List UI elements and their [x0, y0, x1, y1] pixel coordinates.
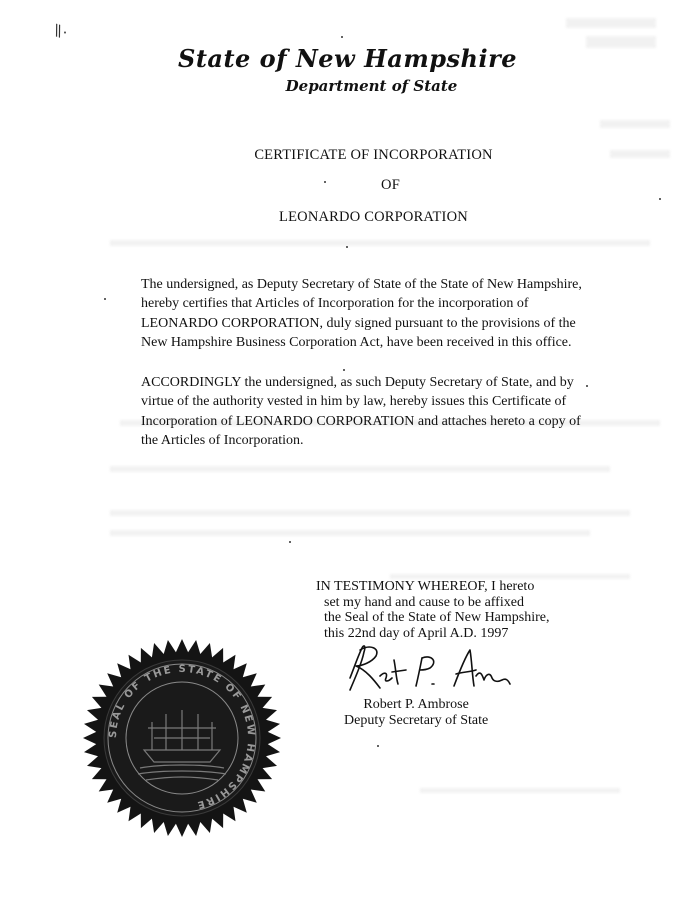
scan-ghost — [110, 510, 630, 516]
testimony-line: the Seal of the State of New Hampshire, — [324, 610, 550, 626]
scan-speck — [341, 36, 343, 38]
paragraph-line: the Articles of Incorporation. — [141, 432, 304, 448]
scan-speck — [659, 198, 661, 200]
scan-ghost — [420, 788, 620, 793]
signer-name: Robert P. Ambrose — [363, 697, 469, 712]
certificate-title: CERTIFICATE OF INCORPORATION — [254, 147, 493, 163]
paragraph-line: The undersigned, as Deputy Secretary of State of the State of New Hampshire, — [141, 277, 582, 292]
issuance-paragraph — [141, 373, 581, 450]
state-seal — [82, 638, 282, 838]
state-heading: State of New Hampshire — [178, 44, 517, 73]
certification-paragraph — [141, 275, 581, 352]
margin-scribble: \\ · — [51, 20, 69, 42]
department-heading: Department of State — [285, 77, 458, 95]
signer-block — [344, 697, 488, 728]
scan-speck — [104, 298, 106, 300]
scan-speck — [377, 745, 379, 747]
scan-ghost — [110, 530, 590, 536]
paragraph-line: virtue of the authority vested in him by law, hereby issues this Certificate of — [141, 394, 567, 410]
testimony-line: this 22nd day of April A.D. 1997 — [324, 625, 509, 641]
testimony-line: IN TESTIMONY WHEREOF, I hereto — [316, 579, 535, 594]
paragraph-line: ACCORDINGLY the undersigned, as such Deputy Secretary of State, and by — [141, 375, 574, 390]
paragraph-line: LEONARDO CORPORATION, duly signed pursuant to the provisions of the — [141, 315, 576, 331]
certificate-title-of: OF — [381, 177, 400, 193]
scan-speck — [346, 246, 348, 248]
signer-title: Deputy Secretary of State — [344, 712, 489, 728]
scan-speck — [289, 541, 291, 543]
testimony-block — [316, 579, 550, 641]
handwritten-signature — [336, 640, 516, 700]
paragraph-line: Incorporation of LEONARDO CORPORATION and attaches hereto a copy of — [141, 413, 581, 429]
scan-ghost — [110, 240, 650, 246]
scan-speck — [343, 369, 345, 371]
scan-ghost — [600, 120, 670, 128]
seal-ring-text: SEAL OF THE STATE OF NEW HAMPSHIRE — [107, 663, 257, 811]
corporation-name: LEONARDO CORPORATION — [279, 209, 468, 225]
paragraph-line: New Hampshire Business Corporation Act, have been received in this office. — [141, 334, 572, 350]
scan-ghost — [566, 18, 656, 28]
testimony-line: set my hand and cause to be affixed — [324, 594, 524, 610]
scan-ghost — [110, 466, 610, 472]
paragraph-line: hereby certifies that Articles of Incorporation for the incorporation of — [141, 296, 529, 312]
scan-speck — [586, 385, 588, 387]
